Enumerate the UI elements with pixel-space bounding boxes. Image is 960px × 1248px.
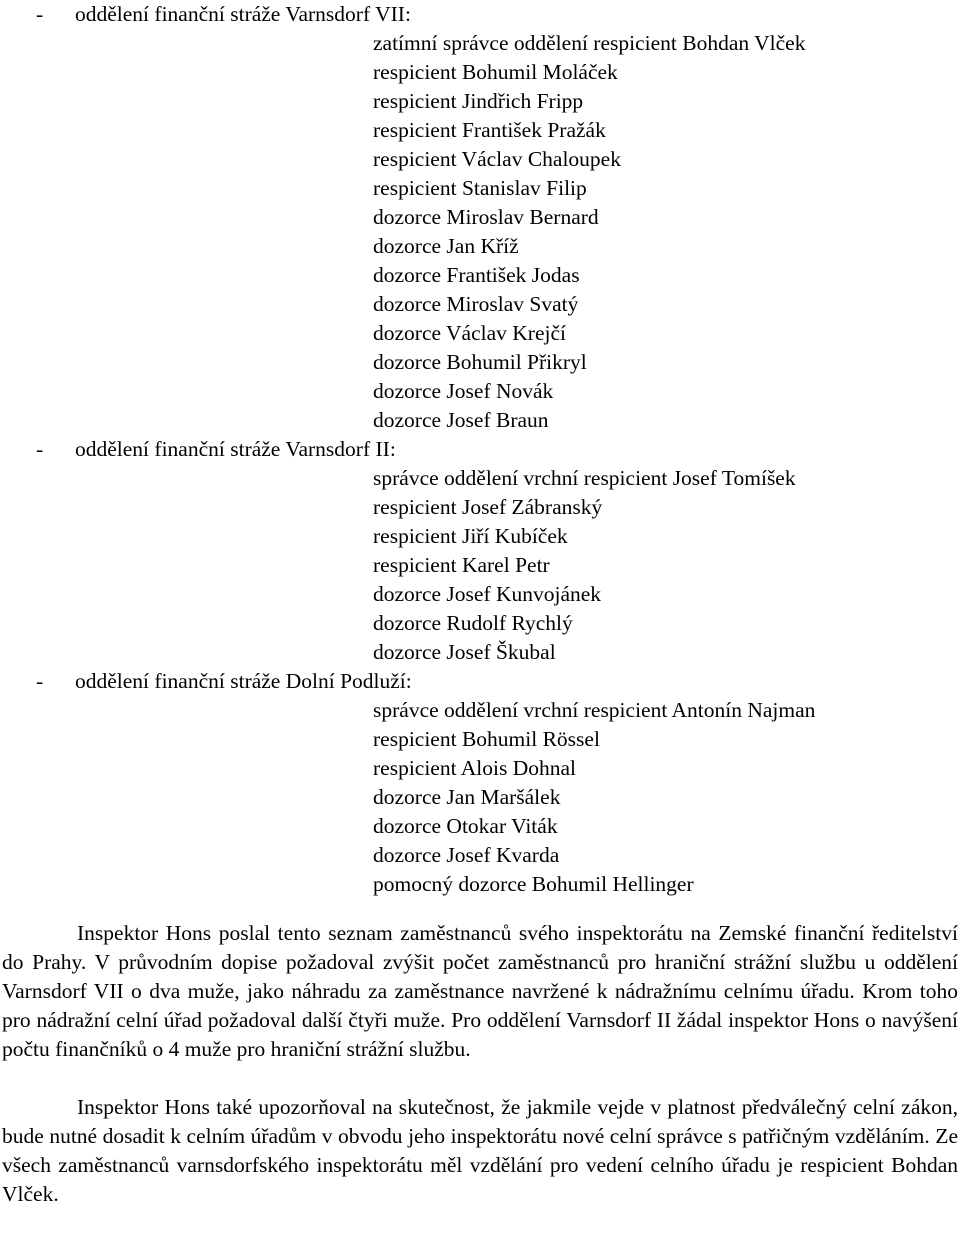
staff-item: dozorce Josef Braun bbox=[373, 408, 549, 432]
staff-item: respicient Alois Dohnal bbox=[373, 756, 577, 780]
section-heading-text: oddělení finanční stráže Varnsdorf VII: bbox=[75, 2, 411, 26]
staff-item: respicient Jiří Kubíček bbox=[373, 524, 568, 548]
staff-item: správce oddělení vrchní respicient Antonín Najman bbox=[373, 698, 816, 722]
staff-item: správce oddělení vrchní respicient Josef Tomíšek bbox=[373, 466, 796, 490]
staff-item: respicient Stanislav Filip bbox=[373, 176, 587, 200]
staff-list bbox=[0, 464, 960, 667]
staff-item: dozorce Rudolf Rychlý bbox=[373, 611, 573, 635]
section-heading bbox=[0, 0, 960, 29]
staff-item: dozorce Bohumil Přikryl bbox=[373, 350, 587, 374]
staff-item: dozorce Josef Novák bbox=[373, 379, 554, 403]
staff-list bbox=[0, 29, 960, 435]
section-varnsdorf-ii bbox=[0, 435, 960, 667]
staff-item: dozorce Miroslav Bernard bbox=[373, 205, 599, 229]
staff-item: dozorce Jan Maršálek bbox=[373, 785, 561, 809]
staff-item: respicient Václav Chaloupek bbox=[373, 147, 621, 171]
section-dolni-podluzi bbox=[0, 667, 960, 899]
section-heading bbox=[0, 667, 960, 696]
staff-item: dozorce Václav Krejčí bbox=[373, 321, 566, 345]
staff-item: dozorce Jan Kříž bbox=[373, 234, 519, 258]
list-dash: - bbox=[36, 669, 44, 693]
body-paragraph: Inspektor Hons také upozorňoval na skutečnost, že jakmile vejde v platnost předválečný celní zákon, bude nutné dosadit k celním úřadům v obvodu jeho inspektorátu nové celní správce s patřičným vzděláním. Ze všech zaměstnanců varnsdorfského inspektorátu měl vzdělání pro vedení celního úřadu je respicient Bohdan Vlček. bbox=[2, 1095, 958, 1206]
staff-item: dozorce Miroslav Svatý bbox=[373, 292, 579, 316]
staff-item: pomocný dozorce Bohumil Hellinger bbox=[373, 872, 694, 896]
section-varnsdorf-vii bbox=[0, 0, 960, 435]
list-dash: - bbox=[36, 2, 44, 26]
staff-item: zatímní správce oddělení respicient Bohdan Vlček bbox=[373, 31, 806, 55]
staff-item: dozorce Josef Kvarda bbox=[373, 843, 560, 867]
section-heading-text: oddělení finanční stráže Varnsdorf II: bbox=[75, 437, 396, 461]
staff-item: dozorce František Jodas bbox=[373, 263, 580, 287]
staff-item: respicient Jindřich Fripp bbox=[373, 89, 584, 113]
section-heading bbox=[0, 435, 960, 464]
staff-item: respicient Bohumil Moláček bbox=[373, 60, 618, 84]
staff-item: respicient Bohumil Rössel bbox=[373, 727, 600, 751]
staff-item: dozorce Josef Kunvojánek bbox=[373, 582, 602, 606]
staff-item: dozorce Otokar Viták bbox=[373, 814, 558, 838]
staff-item: respicient Josef Zábranský bbox=[373, 495, 603, 519]
staff-item: dozorce Josef Škubal bbox=[373, 640, 556, 664]
list-dash: - bbox=[36, 437, 44, 461]
staff-item: respicient Karel Petr bbox=[373, 553, 550, 577]
body-paragraph: Inspektor Hons poslal tento seznam zaměstnanců svého inspektorátu na Zemské finanční ředitelství do Prahy. V průvodním dopise požadoval zvýšit počet zaměstnanců pro hraniční strážní službu u oddělení Varnsdorf VII o dva muže, jako náhradu za zaměstnance navržené k nádražnímu celnímu úřadu. Krom toho pro nádražní celní úřad požadoval další čtyři muže. Pro oddělení Varnsdorf II žádal inspektor Hons o navýšení počtu finančníků o 4 muže pro hraniční strážní službu. bbox=[2, 921, 958, 1061]
staff-list bbox=[0, 696, 960, 899]
section-heading-text: oddělení finanční stráže Dolní Podluží: bbox=[75, 669, 412, 693]
staff-item: respicient František Pražák bbox=[373, 118, 606, 142]
